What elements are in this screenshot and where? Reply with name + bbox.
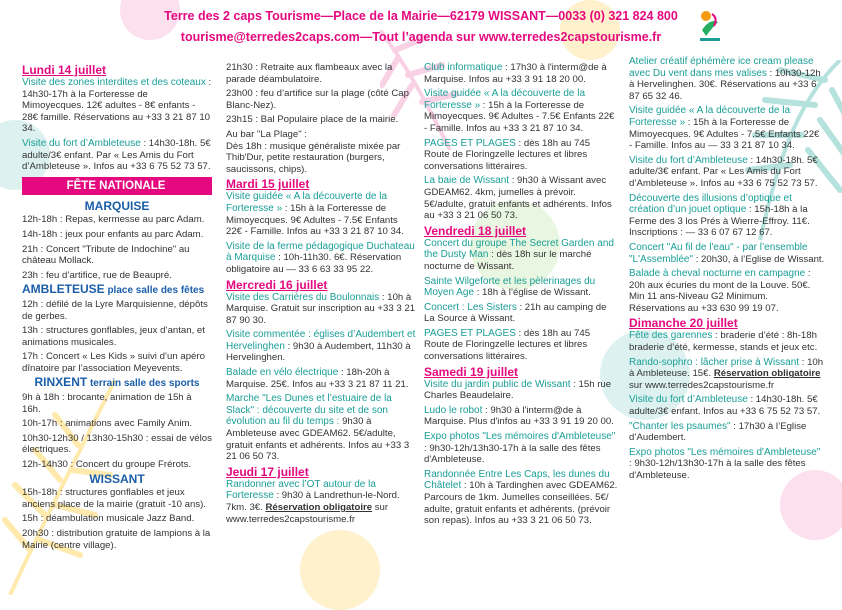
event-text: : 10h à Ambleteuse. 15€. [629, 356, 824, 380]
event [226, 367, 416, 390]
event-text: : 14h30-18h. 5€ adulte/3€ enfant. Par « Les Amis du Fort d’Ambleteuse ». Infos au +33 6 75 52 73 57. [629, 154, 818, 189]
list-item: 13h : structures gonflables, jeux d’antan, et animations musicales. [22, 325, 205, 348]
event-text: : 9h30 à Landrethun-le-Nord. 7km. 3€. [226, 490, 400, 513]
event-title: Club informatique [424, 62, 503, 73]
reservation-link[interactable]: Réservation obligatoire [265, 502, 373, 513]
event-text: : 10h à Marquise. Gratuit sur inscription au +33 3 21 87 90 30. [226, 291, 416, 326]
event-title: Marche "Les Dunes et l’estuaire de la Slack" : découverte du site et de son évolution au fil du temps : [226, 393, 392, 428]
column-3 [424, 62, 618, 595]
event-text: 9h30 à Ambleteuse avec GDEAM62. 5€/adulte, gratuit enfants et adhérents. Infos au +33 3 21 06 50 73. [226, 416, 410, 463]
event [629, 421, 825, 444]
list-item: 15h-18h : structures gonflables et jeux anciens place de la mairie (gratuit -10 ans). [22, 487, 206, 510]
day-heading: Jeudi 17 juillet [226, 464, 309, 479]
event [226, 191, 416, 237]
event-title: Visite commentée : églises d’Audembert et Hervelinghen [226, 329, 416, 352]
event-text: : 14h30-17h à la Forteresse de Mimoyecques. 12€ adultes - 8€ enfants - 28€ famille. Réservations au +33 3 21 87 10 34. [22, 77, 212, 135]
event-text: 23h15 : Bal Populaire place de la mairie. [226, 114, 399, 126]
reservation-link[interactable]: Réservation obligatoire [713, 368, 821, 380]
event-title: Randonnée Entre Les Caps, les dunes du Châtelet [424, 468, 610, 492]
event [629, 330, 825, 353]
event-title: Visite guidée « A la découverte de la Forteresse » [226, 191, 388, 214]
website-link[interactable]: sur www.terredes2capstourisme.fr [226, 502, 389, 525]
event [629, 447, 825, 482]
event-text: : 15h-18h à la Ferme des 3 los Prés à Wierre-Effroy. 11€. Inscriptions : — 33 6 07 67 12 67. [629, 204, 810, 239]
event [629, 193, 825, 239]
event [424, 88, 618, 134]
list-item: 14h-18h : jeux pour enfants au parc Adam. [22, 228, 204, 240]
section-title: AMBLETEUSE [22, 282, 105, 297]
section-heading [22, 284, 212, 297]
event-title: Balade en vélo électrique [226, 367, 339, 379]
list-item: 12h-18h : Repas, kermesse au parc Adam. [22, 214, 205, 226]
event [22, 138, 212, 173]
section-title: WISSANT [89, 471, 145, 486]
event-text: : 21h au camping de La Source à Wissant. [424, 301, 607, 325]
event-text: : 15h à la Forteresse de Mimoyecques. 9€ Adultes - 7.5€ Enfants 22€ - Famille. Infos au +33 3 21 87 10 34. [226, 202, 404, 238]
event-title: Fête des garennes [629, 330, 713, 342]
list-item: 9h à 18h : brocante, animation de 15h à 16h. [22, 392, 192, 415]
event-text: : 9h30 à Audembert, 11h30 à Hervelinghen. [226, 340, 411, 364]
column-4 [629, 56, 825, 595]
list-item: 17h : Concert « Les Kids » suivi d’un apéro dînatoire par l’association Meyevents. [22, 351, 205, 374]
list-item: 10h-17h : animations avec Family Anim. [22, 418, 193, 430]
event-title: Visite du fort d’Ambleteuse [22, 137, 141, 149]
website-link[interactable]: sur www.terredes2capstourisme.fr [629, 379, 775, 391]
event-text: : 14h30-18h. 5€ adulte/3€ enfant. Par « Les Amis du Fort d’Ambleteuse ». Infos au +33 6 75 52 73 57. [22, 137, 211, 173]
list-item: 23h : feu d’artifice, rue de Beaupré. [22, 269, 172, 281]
event-title: Visite guidée « A la découverte de la Forteresse » [424, 88, 586, 111]
event-text: : 17h30 à l'interm@de à Marquise. Infos au +33 3 91 18 20 00. [424, 62, 607, 85]
column-1 [22, 62, 212, 595]
fete-nationale-banner: FÊTE NATIONALE [22, 177, 212, 195]
day-heading: Samedi 19 juillet [424, 364, 519, 379]
event-title: Visite du fort d’Ambleteuse [629, 394, 748, 406]
event [226, 241, 416, 276]
list-item: 12h-14h30 : Concert du groupe Frérots. [22, 459, 192, 471]
event-text: : 9h30 à Wissant avec GDEAM62. 4km, jumelles à prévoir. 5€/adulte, gratuit enfants et adhérents. Infos au +33 3 21 06 50 73. [424, 175, 612, 222]
event-text: : 18h à l’église de Wissant. [474, 287, 591, 299]
event-text: : 9h30 à l'interm@de à Marquise. Plus d'infos au +33 3 91 19 20 00. [424, 404, 614, 428]
event-title: Ludo le robot [424, 404, 483, 416]
list-item: 15h : déambulation musicale Jazz Band. [22, 513, 195, 525]
event [629, 105, 825, 151]
event-title: Balade à cheval nocturne en campagne [629, 268, 806, 280]
event-title: Au bar "La Plage" : [226, 128, 307, 140]
event [629, 268, 825, 314]
event-title: Concert : Les Sisters [424, 301, 517, 313]
terre-des-2-caps-logo [698, 8, 722, 44]
event-title: Visite de la ferme pédagogique Duchateau à Marquise [226, 240, 415, 264]
event-text: : 15h rue Charles Beaudelaire. [424, 378, 612, 402]
event-title: PAGES ET PLAGES [424, 327, 516, 339]
event [629, 357, 825, 392]
event [629, 394, 825, 417]
event [424, 328, 618, 363]
header-contact-line: Terre des 2 caps Tourisme—Place de la Mairie—62179 WISSANT—0033 (0) 321 824 800 [164, 9, 678, 23]
event-text: : 10h30-12h à Hervelinghen. 30€. Réservations au +33 6 87 65 32 46. [629, 67, 821, 102]
event-title: Atelier créatif éphémère ice cream please avec Du vent dans mes valises [629, 56, 814, 79]
event [424, 276, 618, 299]
header-agenda-line: tourisme@terredes2caps.com—Tout l’agenda sur www.terredes2capstourisme.fr [180, 30, 662, 44]
event-text: : 15h à la Forteresse de Mimoyecques. 9€ Adultes - 7.5€ Enfants 22€ - Famille. Infos au +33 3 21 87 10 34. [424, 99, 615, 134]
event-text: : dès 18h sur le marché nocturne de Wissant. [424, 249, 592, 272]
event-text: : dès 18h au 745 Route de Floringzelle lectures et libres conversations littéraires. [424, 137, 591, 172]
event [424, 302, 618, 325]
event-title: PAGES ET PLAGES [424, 137, 516, 149]
event [22, 77, 212, 135]
section-heading [22, 471, 212, 486]
event [424, 431, 618, 466]
event [424, 405, 618, 428]
event-text: : 10h à Tardinghen avec GDEAM62. Parcours de 1km. Jumelles conseillées. 5€/ adulte, gratuit enfants et adhérents. (prévoir son repas). Infos au +33 3 21 06 50 73. [424, 480, 618, 527]
event [424, 238, 618, 273]
event-title: Expo photos "Les mémoires d'Ambleteuse" [424, 431, 616, 443]
event [226, 329, 416, 364]
list-item: 12h : défilé de la Lyre Marquisienne, dépôts de gerbes. [22, 298, 208, 322]
list-item: 21h : Concert "Tribute de Indochine" au château Mollack. [22, 243, 190, 267]
event-text: : 15h à la Forteresse de Mimoyecques. 9€ Adultes - 7.5€ Enfants 22€ - Famille. Infos au — 33 3 21 87 10 34. [629, 116, 820, 152]
event [226, 479, 416, 525]
event-text: : braderie d’été : 8h-18h braderie d’été, kermesse, stands et jeux etc. [629, 330, 818, 354]
event [424, 469, 618, 527]
event-title: Visite du fort d’Ambleteuse [629, 154, 748, 166]
event-text: : 20h30, à l’Eglise de Wissant. [693, 253, 825, 265]
event [629, 155, 825, 190]
event-title: Concert "Au fil de l'eau" - par l’ensemble "L'Assemblée" [629, 241, 808, 265]
event [424, 138, 618, 173]
event-title: Randonner avec l’OT autour de la Forteresse [226, 478, 376, 502]
event [226, 393, 416, 463]
event-text: : dès 18h au 745 Route de Floringzelle lectures et libres conversations littéraires. [424, 327, 591, 363]
event-title: Concert du groupe The Secret Garden and the Dusty Man [424, 237, 614, 261]
event-text: 21h30 : Retraite aux flambeaux avec la parade déambulatoire. [226, 62, 393, 85]
event [629, 56, 825, 102]
event-title: Sainte Wilgeforte et les pèlerinages du Moyen Age [424, 275, 596, 299]
event-text: : 9h30-12h/13h30-17h à la salle des fêtes d'Ambleteuse. [424, 442, 601, 466]
event-text: : 14h30-18h. 5€ adulte/3€ enfant. Infos au +33 6 75 52 73 57. [629, 394, 821, 418]
event-text: 23h00 : feu d’artifice sur la plage (côté Cap Blanc-Nez). [226, 88, 409, 111]
event-text: Dès 18h : musique généraliste mixée par Thib'Dur, petite restauration (burgers, saucissons, chips). [226, 140, 401, 175]
event-text: : 20h aux écuries du mont de la Louve. 50€. Min 11 ans-Niveau G2 Minimum. Réservations au +33 630 99 19 07. [629, 268, 811, 314]
list-item: 20h30 : distribution gratuite de lampions à la Mairie (centre village). [22, 528, 211, 551]
event-title: Visite des Carrières du Boulonnais [226, 291, 380, 303]
section-subtitle: terrain salle des sports [87, 378, 200, 390]
event-text: : 9h30-12h/13h30-17h à la salle des fêtes d'Ambleteuse. [629, 458, 806, 481]
section-heading [22, 198, 212, 213]
event-title: "Chanter les psaumes" [629, 420, 731, 432]
day-heading: Vendredi 18 juillet [424, 223, 527, 238]
day-heading: Lundi 14 juillet [22, 63, 107, 77]
event [424, 62, 618, 85]
section-title: RINXENT [34, 375, 88, 390]
event [424, 379, 618, 402]
event-title: Visite du jardin public de Wissant [424, 378, 571, 390]
event-text: : 10h-11h30. 6€. Réservation obligatoire au — 33 6 63 33 95 22. [226, 252, 402, 275]
event-title: Découverte des illusions d’optique et création d’un jouet optique [629, 192, 792, 216]
event [424, 175, 618, 221]
event-text: : 17h30 à l’Eglise d’Audembert. [629, 420, 807, 444]
day-heading: Mercredi 16 juillet [226, 277, 328, 292]
event-title: Visite des zones interdites et des coteaux [22, 77, 206, 88]
event-text: : 18h-20h à Marquise. 25€. Infos au +33 3 21 87 11 21. [226, 367, 409, 390]
event [629, 242, 825, 265]
section-title: MARQUISE [84, 198, 150, 213]
day-heading: Dimanche 20 juillet [629, 316, 738, 331]
event [226, 292, 416, 327]
section-subtitle: place salle des fêtes [104, 285, 205, 297]
event-title: Visite guidée « A la découverte de la Forteresse » [629, 105, 791, 128]
list-item: 10h30-12h30 / 13h30-15h30 : essai de vélos électriques. [22, 432, 212, 456]
column-2 [226, 62, 416, 595]
section-heading [22, 377, 212, 390]
event-title: La baie de Wissant [424, 175, 510, 187]
event-title: Rando-sophro : lâcher prise à Wissant [629, 356, 800, 368]
event-title: Expo photos "Les mémoires d'Ambleteuse" [629, 446, 821, 458]
day-heading: Mardi 15 juillet [226, 177, 310, 192]
